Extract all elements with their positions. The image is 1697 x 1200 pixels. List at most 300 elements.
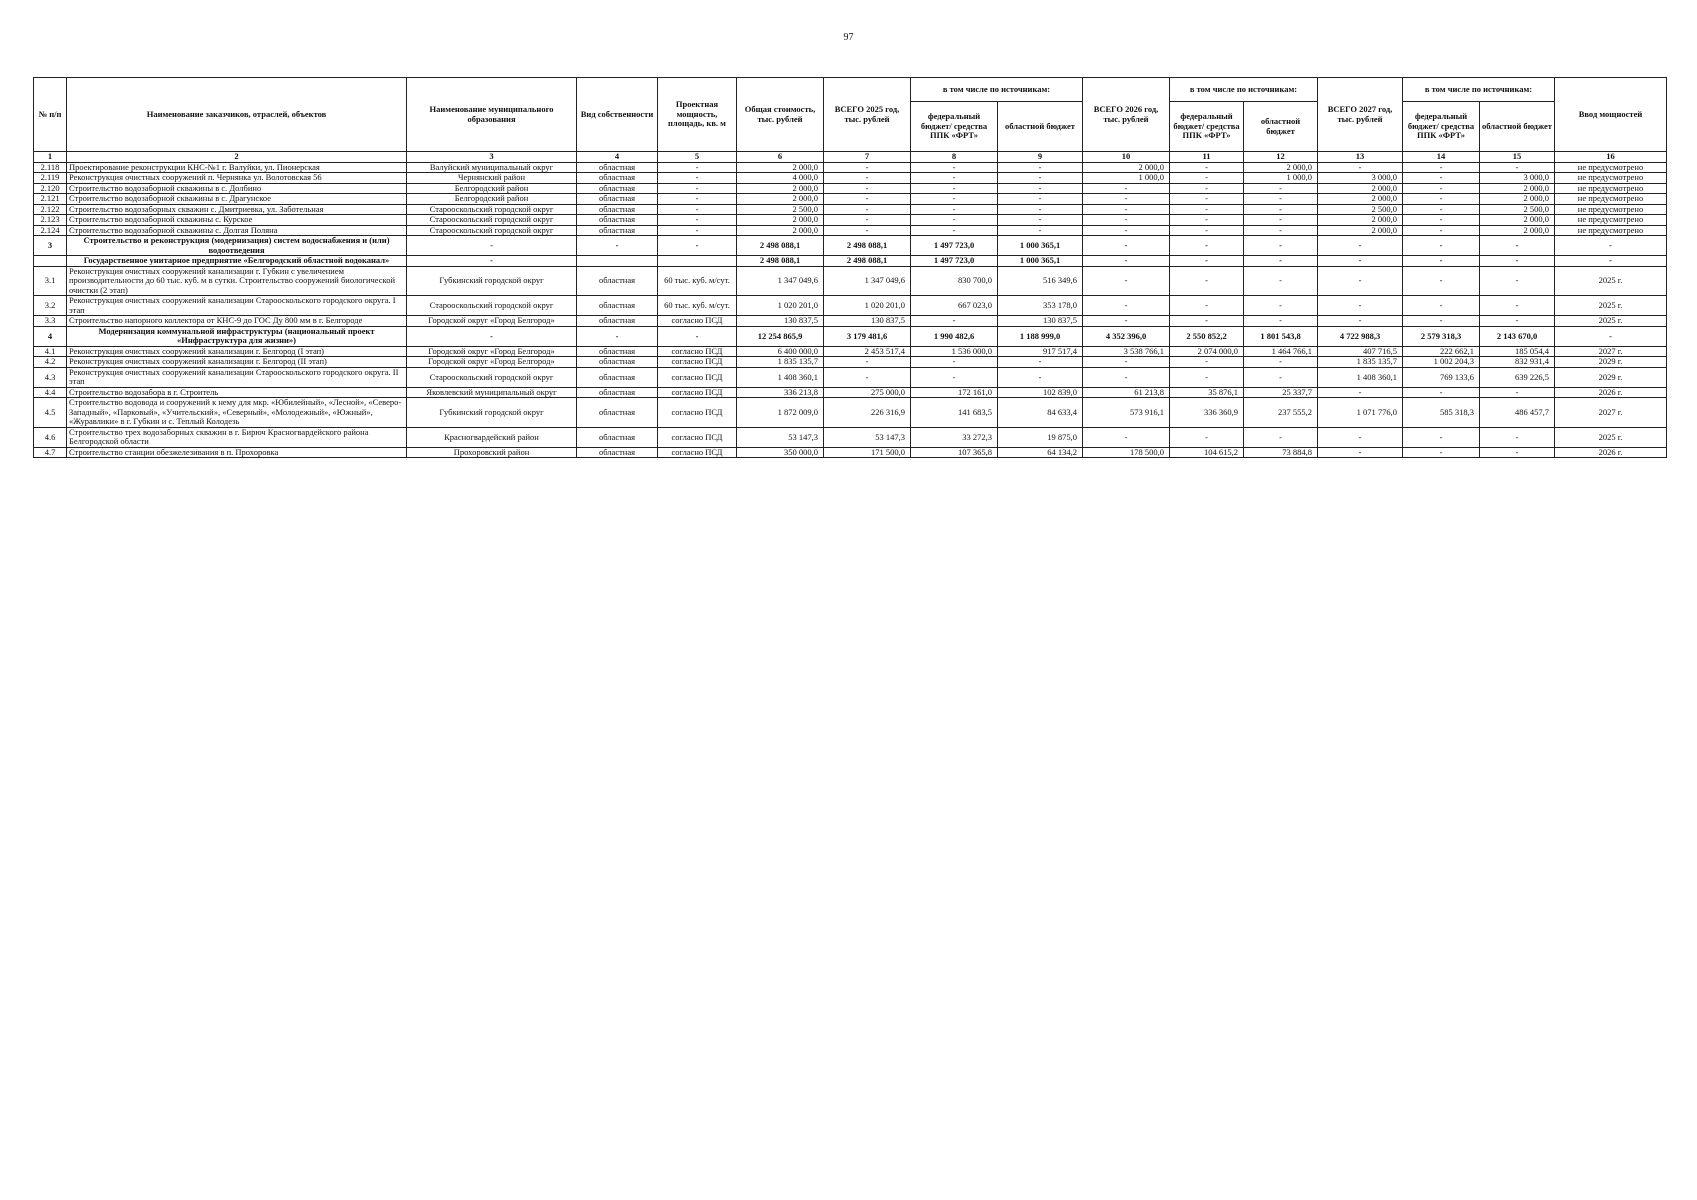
table-cell: Красногвардейский район [407, 427, 577, 447]
table-cell: областная [577, 204, 658, 215]
table-row [34, 215, 1667, 226]
table-cell: 2 000,0 [1083, 162, 1170, 173]
table-cell: 4.1 [34, 346, 67, 357]
table-cell: - [911, 367, 998, 387]
table-cell: 4 352 396,0 [1083, 326, 1170, 346]
table-cell: 2.124 [34, 225, 67, 236]
table-cell: 2 074 000,0 [1170, 346, 1244, 357]
table-cell: 35 876,1 [1170, 387, 1244, 398]
table-cell: - [1480, 266, 1555, 296]
table-cell: областная [577, 398, 658, 428]
table-cell: - [1403, 236, 1480, 256]
table-cell: 73 884,8 [1244, 447, 1318, 458]
column-number: 2 [67, 152, 407, 163]
table-cell: - [1083, 204, 1170, 215]
table-cell: 130 837,5 [737, 316, 824, 327]
table-cell: 60 тыс. куб. м/сут. [658, 296, 737, 316]
table-cell: 3 000,0 [1318, 173, 1403, 184]
header-capacity: Проектная мощность, площадь, кв. м [658, 78, 737, 152]
table-cell: Строительство и реконструкция (модернизация) систем водоснабжения и (или) водоотведения [67, 236, 407, 256]
table-cell: - [998, 204, 1083, 215]
table-cell: областная [577, 266, 658, 296]
table-cell: Строительство водозаборной скважины с. Долгая Поляна [67, 225, 407, 236]
table-cell: 104 615,2 [1170, 447, 1244, 458]
table-cell: - [658, 204, 737, 215]
table-cell: 6 400 000,0 [737, 346, 824, 357]
table-cell: - [1403, 427, 1480, 447]
table-cell: - [911, 225, 998, 236]
table-cell: 2 000,0 [1318, 215, 1403, 226]
table-cell: 275 000,0 [824, 387, 911, 398]
table-cell: 226 316,9 [824, 398, 911, 428]
table-cell: - [1083, 367, 1170, 387]
table-cell: - [1403, 173, 1480, 184]
table-cell: согласно ПСД [658, 398, 737, 428]
table-cell: - [1083, 256, 1170, 267]
column-number: 7 [824, 152, 911, 163]
table-cell: 2 000,0 [1480, 194, 1555, 205]
table-cell: 19 875,0 [998, 427, 1083, 447]
table-cell: 1 071 776,0 [1318, 398, 1403, 428]
table-cell: 2025 г. [1555, 266, 1667, 296]
table-cell: 1 497 723,0 [911, 236, 998, 256]
table-cell: - [911, 316, 998, 327]
table-row [34, 346, 1667, 357]
table-cell: 171 500,0 [824, 447, 911, 458]
table-cell: - [1480, 427, 1555, 447]
table-cell: - [1083, 236, 1170, 256]
header-sources-2027: в том числе по источникам: [1403, 78, 1555, 102]
table-cell: - [1555, 236, 1667, 256]
table-cell: 3 538 766,1 [1083, 346, 1170, 357]
table-cell: согласно ПСД [658, 367, 737, 387]
table-cell: - [1083, 316, 1170, 327]
table-cell: - [577, 326, 658, 346]
table-cell: 4.5 [34, 398, 67, 428]
table-row [34, 183, 1667, 194]
table-cell: - [1555, 256, 1667, 267]
table-cell: - [1318, 387, 1403, 398]
table-cell: 4 [34, 326, 67, 346]
table-cell: - [1318, 316, 1403, 327]
table-cell: областная [577, 357, 658, 368]
table-cell: 3.1 [34, 266, 67, 296]
table-cell: - [1083, 194, 1170, 205]
table-cell: Строительство станции обезжелезивания в п. Прохоровка [67, 447, 407, 458]
table-cell: 350 000,0 [737, 447, 824, 458]
table-row [34, 256, 1667, 267]
table-cell: - [1170, 183, 1244, 194]
column-number: 3 [407, 152, 577, 163]
table-cell: не предусмотрено [1555, 204, 1667, 215]
table-cell: - [1403, 225, 1480, 236]
table-cell: - [1403, 447, 1480, 458]
table-cell: - [824, 194, 911, 205]
table-cell: - [1170, 215, 1244, 226]
table-cell: 2 579 318,3 [1403, 326, 1480, 346]
table-cell: 33 272,3 [911, 427, 998, 447]
table-cell: - [1318, 427, 1403, 447]
table-row [34, 326, 1667, 346]
table-cell: - [1480, 236, 1555, 256]
column-number: 1 [34, 152, 67, 163]
table-cell: - [911, 357, 998, 368]
table-row [34, 225, 1667, 236]
table-cell: - [1170, 204, 1244, 215]
table-cell: Реконструкция очистных сооружений канализации г. Белгород (II этап) [67, 357, 407, 368]
table-cell: - [1403, 256, 1480, 267]
table-cell: областная [577, 427, 658, 447]
table-cell: 3 [34, 236, 67, 256]
table-cell: Прохоровский район [407, 447, 577, 458]
table-cell: 2 000,0 [737, 162, 824, 173]
table-cell [577, 256, 658, 267]
table-cell: областная [577, 346, 658, 357]
table-cell: 2 000,0 [737, 183, 824, 194]
table-cell: Реконструкция очистных сооружений канализации Старооскольского городского округа. I этап [67, 296, 407, 316]
table-cell: - [658, 326, 737, 346]
table-cell: Старооскольский городской округ [407, 215, 577, 226]
table-cell: 2 498 088,1 [824, 256, 911, 267]
table-cell: - [1480, 162, 1555, 173]
table-cell: не предусмотрено [1555, 194, 1667, 205]
table-cell: 353 178,0 [998, 296, 1083, 316]
header-federal-2026: федеральный бюджет/ средства ППК «ФРТ» [1170, 102, 1244, 152]
table-cell: - [658, 194, 737, 205]
table-cell: 237 555,2 [1244, 398, 1318, 428]
table-cell: - [1170, 427, 1244, 447]
table-cell: - [1480, 447, 1555, 458]
header-commissioning: Ввод мощностей [1555, 78, 1667, 152]
table-cell: 769 133,6 [1403, 367, 1480, 387]
table-cell: 2 550 852,2 [1170, 326, 1244, 346]
table-cell: - [1083, 183, 1170, 194]
table-cell: - [998, 183, 1083, 194]
table-cell: - [824, 173, 911, 184]
column-number: 8 [911, 152, 998, 163]
table-cell: - [911, 183, 998, 194]
table-cell: - [1403, 266, 1480, 296]
table-cell: Старооскольский городской округ [407, 296, 577, 316]
table-cell: областная [577, 225, 658, 236]
table-cell: Реконструкция очистных сооружений п. Чернянка ул. Волотовская 56 [67, 173, 407, 184]
table-cell: - [1083, 296, 1170, 316]
table-body [34, 162, 1667, 458]
table-cell: Старооскольский городской округ [407, 367, 577, 387]
table-cell: не предусмотрено [1555, 183, 1667, 194]
table-cell: 2 000,0 [1318, 183, 1403, 194]
table-cell: - [1083, 225, 1170, 236]
table-cell: - [577, 236, 658, 256]
table-cell: 1 835 135,7 [737, 357, 824, 368]
table-cell: - [1170, 266, 1244, 296]
table-cell: согласно ПСД [658, 316, 737, 327]
table-cell: 2 000,0 [737, 215, 824, 226]
table-cell: 2.121 [34, 194, 67, 205]
table-cell: 12 254 865,9 [737, 326, 824, 346]
table-cell: 2.122 [34, 204, 67, 215]
table-cell: 2 143 670,0 [1480, 326, 1555, 346]
table-cell: - [1170, 357, 1244, 368]
header-federal-2025: федеральный бюджет/ средства ППК «ФРТ» [911, 102, 998, 152]
table-cell: - [1244, 427, 1318, 447]
table-cell: - [1244, 316, 1318, 327]
column-number: 5 [658, 152, 737, 163]
header-municipality: Наименование муниципального образования [407, 78, 577, 152]
table-cell: - [998, 194, 1083, 205]
table-cell: 407 716,5 [1318, 346, 1403, 357]
table-cell: 2027 г. [1555, 398, 1667, 428]
table-cell: 1 020 201,0 [824, 296, 911, 316]
table-cell: 2 500,0 [1318, 204, 1403, 215]
header-sources-2025: в том числе по источникам: [911, 78, 1083, 102]
header-name: Наименование заказчиков, отраслей, объектов [67, 78, 407, 152]
header-total-2025: ВСЕГО 2025 год, тыс. рублей [824, 78, 911, 152]
table-cell: 667 023,0 [911, 296, 998, 316]
column-number: 12 [1244, 152, 1318, 163]
header-num: № п/п [34, 78, 67, 152]
table-cell: - [658, 215, 737, 226]
table-cell: Валуйский муниципальный округ [407, 162, 577, 173]
table-cell: - [824, 162, 911, 173]
table-cell: Государственное унитарное предприятие «Белгородский областной водоканал» [67, 256, 407, 267]
table-cell: - [1403, 215, 1480, 226]
table-cell: - [998, 173, 1083, 184]
table-cell: согласно ПСД [658, 447, 737, 458]
table-cell: 172 161,0 [911, 387, 998, 398]
table-row [34, 398, 1667, 428]
column-number: 4 [577, 152, 658, 163]
table-cell: 61 213,8 [1083, 387, 1170, 398]
table-cell: - [911, 194, 998, 205]
table-cell: 53 147,3 [737, 427, 824, 447]
table-cell: - [998, 162, 1083, 173]
table-cell: - [1480, 256, 1555, 267]
table-cell: - [1170, 256, 1244, 267]
table-cell: - [1403, 194, 1480, 205]
table-row [34, 266, 1667, 296]
table-cell: согласно ПСД [658, 346, 737, 357]
table-cell: - [1480, 387, 1555, 398]
table-cell: - [1244, 183, 1318, 194]
table-cell: 2 500,0 [737, 204, 824, 215]
table-cell: 2 000,0 [1318, 194, 1403, 205]
table-cell: 2 000,0 [1318, 225, 1403, 236]
table-cell: 141 683,5 [911, 398, 998, 428]
table-cell: 2026 г. [1555, 447, 1667, 458]
table-cell: областная [577, 447, 658, 458]
table-cell: - [1403, 296, 1480, 316]
table-row [34, 194, 1667, 205]
table-cell: согласно ПСД [658, 357, 737, 368]
table-cell: 1 000,0 [1244, 173, 1318, 184]
table-cell: Строительство напорного коллектора от КНС-9 до ГОС Ду 800 мм в г. Белгороде [67, 316, 407, 327]
table-cell: не предусмотрено [1555, 162, 1667, 173]
table-cell: - [1318, 266, 1403, 296]
table-cell: 2 000,0 [1480, 183, 1555, 194]
table-cell: - [998, 225, 1083, 236]
table-cell: 2.118 [34, 162, 67, 173]
table-cell: 2 000,0 [737, 225, 824, 236]
table-cell: - [824, 204, 911, 215]
table-cell: Проектирование реконструкции КНС-№1 г. Валуйки, ул. Пионерская [67, 162, 407, 173]
header-total-2027: ВСЕГО 2027 год, тыс. рублей [1318, 78, 1403, 152]
table-cell: - [824, 367, 911, 387]
table-cell: - [1480, 316, 1555, 327]
table-cell: не предусмотрено [1555, 225, 1667, 236]
table-cell: областная [577, 367, 658, 387]
table-cell: - [658, 236, 737, 256]
table-cell: 178 500,0 [1083, 447, 1170, 458]
table-cell: 1 408 360,1 [737, 367, 824, 387]
table-cell: Строительство водозаборной скважины с. Курское [67, 215, 407, 226]
table-cell: 2 000,0 [1480, 215, 1555, 226]
table-row [34, 427, 1667, 447]
table-row [34, 173, 1667, 184]
table-cell: областная [577, 387, 658, 398]
table-cell: областная [577, 173, 658, 184]
table-cell: 4.7 [34, 447, 67, 458]
table-cell: - [1083, 266, 1170, 296]
table-row [34, 162, 1667, 173]
table-cell: 486 457,7 [1480, 398, 1555, 428]
table-cell: Строительство водозаборных скважин с. Дмитриевка, ул. Заботельная [67, 204, 407, 215]
page-number: 97 [843, 32, 854, 43]
table-cell: - [824, 215, 911, 226]
table-cell: - [407, 256, 577, 267]
header-sources-2026: в том числе по источникам: [1170, 78, 1318, 102]
table-cell: 336 213,8 [737, 387, 824, 398]
column-number: 15 [1480, 152, 1555, 163]
table-cell: 516 349,6 [998, 266, 1083, 296]
table-cell: - [407, 236, 577, 256]
table-cell: 185 054,4 [1480, 346, 1555, 357]
table-cell: - [1170, 162, 1244, 173]
table-cell: не предусмотрено [1555, 173, 1667, 184]
table-cell: 2 000,0 [737, 194, 824, 205]
table-cell: Городской округ «Город Белгород» [407, 357, 577, 368]
table-cell: 1 801 543,8 [1244, 326, 1318, 346]
table-cell: 2029 г. [1555, 367, 1667, 387]
table-cell: не предусмотрено [1555, 215, 1667, 226]
table-cell: 4.3 [34, 367, 67, 387]
column-number-row [34, 152, 1667, 163]
table-cell: 1 347 049,6 [824, 266, 911, 296]
table-cell: 130 837,5 [824, 316, 911, 327]
investment-table [33, 77, 1667, 458]
column-number: 9 [998, 152, 1083, 163]
table-cell: - [1403, 183, 1480, 194]
table-cell: Строительство водозаборной скважины в с. Долбино [67, 183, 407, 194]
table-cell: 3 179 481,6 [824, 326, 911, 346]
table-cell: - [1244, 367, 1318, 387]
table-cell: 1 835 135,7 [1318, 357, 1403, 368]
table-cell: - [1083, 357, 1170, 368]
table-cell: 1 464 766,1 [1244, 346, 1318, 357]
table-header [34, 78, 1667, 163]
table-cell: - [1244, 236, 1318, 256]
table-cell: 1 188 999,0 [998, 326, 1083, 346]
table-cell: Строительство водозаборной скважины в с. Драгунское [67, 194, 407, 205]
table-cell: Строительство трех водозаборных скважин в г. Бирюч Красногвардейского района Белгородской области [67, 427, 407, 447]
column-number: 11 [1170, 152, 1244, 163]
table-row [34, 387, 1667, 398]
table-cell: 1 408 360,1 [1318, 367, 1403, 387]
table-cell: Белгородский район [407, 194, 577, 205]
table-cell: - [824, 225, 911, 236]
table-row [34, 204, 1667, 215]
table-cell: - [998, 367, 1083, 387]
table-cell: 2 500,0 [1480, 204, 1555, 215]
table-cell: 2 453 517,4 [824, 346, 911, 357]
table-cell: 222 662,1 [1403, 346, 1480, 357]
table-cell: 1 020 201,0 [737, 296, 824, 316]
table-cell: - [1555, 326, 1667, 346]
table-cell: - [911, 173, 998, 184]
table-cell: - [1403, 387, 1480, 398]
table-cell: областная [577, 316, 658, 327]
table-cell: 4 000,0 [737, 173, 824, 184]
table-cell: - [1244, 266, 1318, 296]
table-cell: - [1403, 162, 1480, 173]
table-cell: - [1244, 194, 1318, 205]
table-cell: 3 000,0 [1480, 173, 1555, 184]
table-cell: - [1083, 427, 1170, 447]
column-number: 10 [1083, 152, 1170, 163]
table-cell: 1 000 365,1 [998, 256, 1083, 267]
table-cell: - [911, 215, 998, 226]
table-cell: 53 147,3 [824, 427, 911, 447]
header-federal-2027: федеральный бюджет/ средства ППК «ФРТ» [1403, 102, 1480, 152]
table-cell: - [1244, 296, 1318, 316]
table-cell: 1 872 009,0 [737, 398, 824, 428]
table-cell: 2029 г. [1555, 357, 1667, 368]
table-cell: - [1170, 225, 1244, 236]
table-cell: Реконструкция очистных сооружений канализации г. Белгород (I этап) [67, 346, 407, 357]
table-cell: Яковлевский муниципальный округ [407, 387, 577, 398]
table-cell: - [1170, 316, 1244, 327]
header-total-cost: Общая стоимость, тыс. рублей [737, 78, 824, 152]
column-number: 16 [1555, 152, 1667, 163]
table-cell: 2026 г. [1555, 387, 1667, 398]
table-cell: - [1244, 357, 1318, 368]
header-regional-2026: областной бюджет [1244, 102, 1318, 152]
table-row [34, 357, 1667, 368]
table-cell: 25 337,7 [1244, 387, 1318, 398]
table-cell: 1 000,0 [1083, 173, 1170, 184]
table-cell: областная [577, 162, 658, 173]
table-cell: областная [577, 215, 658, 226]
table-cell: - [658, 162, 737, 173]
table-cell: - [1170, 194, 1244, 205]
table-cell: 64 134,2 [998, 447, 1083, 458]
table-cell: областная [577, 296, 658, 316]
table-cell [34, 256, 67, 267]
table-cell: - [407, 326, 577, 346]
table-cell: - [1170, 173, 1244, 184]
table-cell: 3.2 [34, 296, 67, 316]
column-number: 13 [1318, 152, 1403, 163]
table-cell: 2 000,0 [1244, 162, 1318, 173]
table-cell: 2 000,0 [1480, 225, 1555, 236]
table-cell: 2027 г. [1555, 346, 1667, 357]
table-cell: - [1318, 447, 1403, 458]
table-cell: 2025 г. [1555, 316, 1667, 327]
table-cell: 1 990 482,6 [911, 326, 998, 346]
table-cell: областная [577, 194, 658, 205]
table-cell: 2.123 [34, 215, 67, 226]
table-cell: Чернянский район [407, 173, 577, 184]
